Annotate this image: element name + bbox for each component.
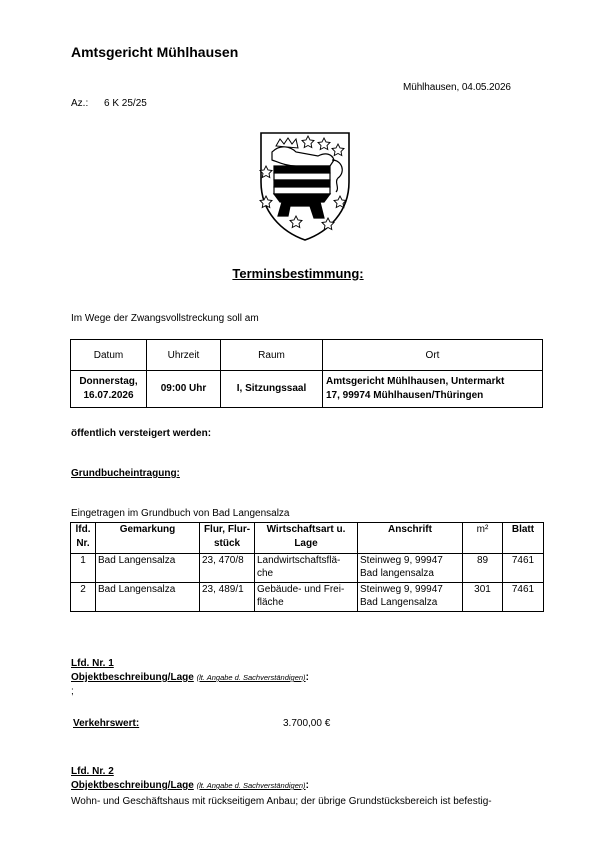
cell-line: Steinweg 9, 99947 xyxy=(360,555,443,566)
auction-statement: öffentlich versteigert werden: xyxy=(71,428,212,439)
place-date: Mühlhausen, 04.05.2026 xyxy=(403,82,511,93)
table-row xyxy=(71,583,544,612)
appointment-table xyxy=(70,339,543,408)
table-header-row xyxy=(71,523,544,554)
file-number-label: Az.: xyxy=(71,98,89,109)
label-colon: : xyxy=(305,672,309,683)
row-address xyxy=(358,583,463,612)
document-title: Terminsbestimmung: xyxy=(232,266,364,281)
appointment-room: I, Sitzungssaal xyxy=(221,371,323,408)
intro-text: Im Wege der Zwangsvollstreckung soll am xyxy=(71,313,259,324)
row-flur: 23, 489/1 xyxy=(200,583,255,612)
land-register-heading: Grundbucheintragung: xyxy=(71,468,180,479)
column-header: Uhrzeit xyxy=(147,340,221,371)
market-value-label: Verkehrswert: xyxy=(73,718,140,729)
location-line-2: 17, 99974 Mühlhausen/Thüringen xyxy=(326,390,484,401)
cell-line: fläche xyxy=(257,597,284,608)
row-blatt: 7461 xyxy=(503,554,544,583)
column-header: Ort xyxy=(323,340,543,371)
column-header: Anschrift xyxy=(358,523,463,554)
header-line: lfd. xyxy=(75,524,91,535)
header-line: Wirtschaftsart u. xyxy=(266,524,346,535)
land-register-table xyxy=(70,522,544,612)
column-header xyxy=(255,523,358,554)
file-number-value: 6 K 25/25 xyxy=(104,98,147,109)
row-gemarkung: Bad Langensalza xyxy=(96,583,200,612)
appointment-time: 09:00 Uhr xyxy=(147,371,221,408)
column-header: Raum xyxy=(221,340,323,371)
header-line: Lage xyxy=(294,538,318,549)
table-header-row xyxy=(71,340,543,371)
label-colon: : xyxy=(305,780,309,791)
cell-line: Bad langensalza xyxy=(360,568,434,579)
header-line: Flur, Flur- xyxy=(203,524,251,535)
cell-line: Landwirtschaftsflä- xyxy=(257,555,341,566)
row-number: 1 xyxy=(71,554,96,583)
header-line: stück xyxy=(213,538,241,549)
column-header: Datum xyxy=(71,340,147,371)
object-number: Lfd. Nr. 1 xyxy=(71,658,114,669)
object-description-text: Wohn- und Geschäftshaus mit rückseitigem Anbau; der übrige Grundstücksbereich ist befestig- xyxy=(71,796,492,807)
object-number: Lfd. Nr. 2 xyxy=(71,766,114,777)
row-gemarkung: Bad Langensalza xyxy=(96,554,200,583)
land-register-intro: Eingetragen im Grundbuch von Bad Langensalza xyxy=(71,508,290,519)
description-label: Objektbeschreibung/Lage xyxy=(71,672,194,683)
row-area: 89 xyxy=(463,554,503,583)
appointment-date xyxy=(71,371,147,408)
location-line-1: Amtsgericht Mühlhausen, Untermarkt xyxy=(326,376,505,387)
date-value: 16.07.2026 xyxy=(83,390,134,401)
thuringia-coat-of-arms-icon xyxy=(258,130,352,242)
table-row xyxy=(71,554,544,583)
row-wirtschaftsart xyxy=(255,554,358,583)
column-header xyxy=(200,523,255,554)
header-line: Nr. xyxy=(76,538,90,549)
column-header xyxy=(71,523,96,554)
row-blatt: 7461 xyxy=(503,583,544,612)
object-description-label xyxy=(71,672,309,683)
table-row xyxy=(71,371,543,408)
cell-line: che xyxy=(257,568,274,579)
column-header: Gemarkung xyxy=(96,523,200,554)
market-value: 3.700,00 € xyxy=(283,718,331,729)
object-description-label xyxy=(71,780,309,791)
date-weekday: Donnerstag, xyxy=(79,376,138,387)
column-header: m² xyxy=(463,523,503,554)
cell-line: Gebäude- und Frei- xyxy=(257,584,345,595)
row-address xyxy=(358,554,463,583)
appointment-location xyxy=(323,371,543,408)
column-header: Blatt xyxy=(503,523,544,554)
cell-line: Steinweg 9, 99947 xyxy=(360,584,443,595)
court-name: Amtsgericht Mühlhausen xyxy=(71,44,239,60)
object-description-text: ; xyxy=(71,686,74,697)
row-area: 301 xyxy=(463,583,503,612)
cell-line: Bad Langensalza xyxy=(360,597,438,608)
description-label: Objektbeschreibung/Lage xyxy=(71,780,194,791)
expert-note: (lt. Angabe d. Sachverständigen) xyxy=(196,781,306,790)
row-number: 2 xyxy=(71,583,96,612)
expert-note: (lt. Angabe d. Sachverständigen) xyxy=(196,673,306,682)
row-wirtschaftsart xyxy=(255,583,358,612)
row-flur: 23, 470/8 xyxy=(200,554,255,583)
